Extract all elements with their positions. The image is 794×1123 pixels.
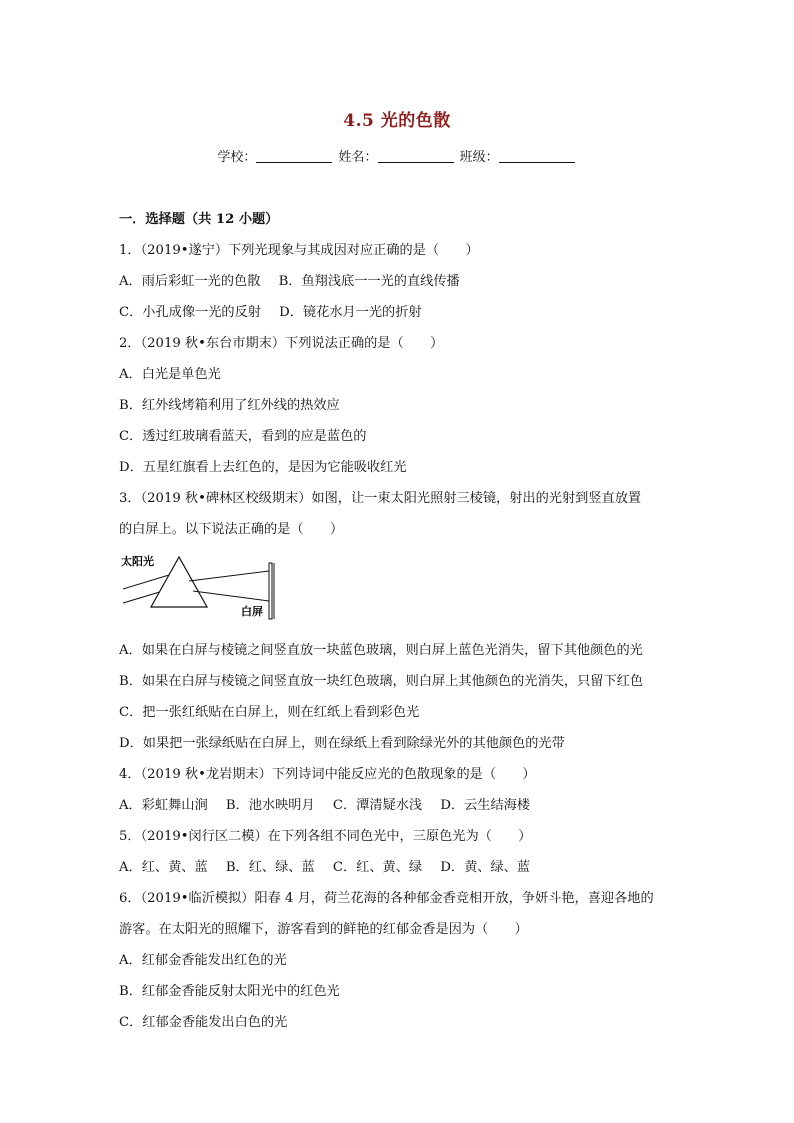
sunlight-label: 太阳光 [121, 555, 154, 568]
prism-figure [119, 551, 679, 629]
question-6-option-c[interactable]: C．红郁金香能发出白色的光 [119, 1015, 288, 1030]
question-2-option-d[interactable]: D．五星红旗看上去红色的，是因为它能吸收红光 [119, 460, 407, 475]
question-3-option-a[interactable]: A．如果在白屏与棱镜之间竖直放一块蓝色玻璃，则白屏上蓝色光消失，留下其他颜色的光 [119, 643, 643, 658]
question-5-option-c[interactable]: C．红、黄、绿 [332, 860, 423, 875]
prism-diagram [119, 551, 289, 629]
question-1-option-a[interactable]: A．雨后彩虹一光的色散 [119, 274, 261, 289]
student-info-line [0, 146, 794, 165]
question-2-option-c[interactable]: C．透过红玻璃看蓝天，看到的应是蓝色的 [119, 429, 367, 444]
question-4-options-row [119, 790, 679, 821]
question-1-stem: 1．（2019•遂宁）下列光现象与其成因对应正确的是（ ） [119, 243, 479, 258]
class-blank[interactable] [499, 150, 575, 163]
question-6-stem-line-2: 游客。在太阳光的照耀下，游客看到的鲜艳的红郁金香是因为（ ） [119, 922, 528, 937]
question-5-option-b[interactable]: B．红、绿、蓝 [225, 860, 315, 875]
question-1-option-d[interactable]: D．镜花水月一光的折射 [279, 305, 422, 320]
screen-label: 白屏 [241, 605, 263, 618]
question-5-option-a[interactable]: A．红、黄、蓝 [119, 860, 208, 875]
class-label: 班级： [459, 150, 499, 165]
screen-shape [269, 563, 272, 619]
question-6-option-b[interactable]: B．红郁金香能反射太阳光中的红色光 [119, 984, 340, 999]
name-label: 姓名： [338, 150, 378, 165]
question-2-option-b[interactable]: B．红外线烤箱利用了红外线的热效应 [119, 398, 340, 413]
question-4-option-b[interactable]: B．池水映明月 [225, 798, 315, 813]
question-4-option-d[interactable]: D．云生结海楼 [440, 798, 531, 813]
question-3-option-c[interactable]: C．把一张红纸贴在白屏上，则在红纸上看到彩色光 [119, 705, 420, 720]
school-blank[interactable] [256, 150, 332, 163]
question-4-option-a[interactable]: A．彩虹舞山涧 [119, 798, 208, 813]
question-1-option-c[interactable]: C．小孔成像一光的反射 [119, 305, 261, 320]
question-1-options-row-1 [119, 266, 679, 297]
name-blank[interactable] [378, 150, 454, 163]
section-heading: 一．选择题（共 12 小题） [119, 212, 279, 227]
question-1-option-b[interactable]: B．鱼翔浅底一一光的直线传播 [278, 274, 460, 289]
question-list [119, 204, 679, 1038]
prism-shape [151, 557, 207, 607]
question-2-option-a[interactable]: A．白光是单色光 [119, 367, 221, 382]
question-5-option-d[interactable]: D．黄、绿、蓝 [440, 860, 531, 875]
question-3-stem-line-2: 的白屏上。以下说法正确的是（ ） [119, 522, 344, 537]
question-3-option-d[interactable]: D．如果把一张绿纸贴在白屏上，则在绿纸上看到除绿光外的其他颜色的光带 [119, 736, 565, 751]
question-2-stem: 2．（2019 秋•东台市期末）下列说法正确的是（ ） [119, 336, 444, 351]
question-6-stem-line-1: 6．（2019•临沂模拟）阳春 4 月，荷兰花海的各种郁金香竞相开放，争妍斗艳，喜迎各地的 [119, 891, 654, 906]
school-label: 学校： [217, 150, 257, 165]
page-title: 4.5 光的色散 [343, 111, 451, 131]
question-5-stem: 5．（2019•闵行区二模）在下列各组不同色光中，三原色光为（ ） [119, 829, 532, 844]
question-5-options-row [119, 852, 679, 883]
question-1-options-row-2 [119, 297, 679, 328]
question-3-stem-line-1: 3．（2019 秋•碑林区校级期末）如图，让一束太阳光照射三棱镜，射出的光射到竖直放置 [119, 491, 642, 506]
question-6-option-a[interactable]: A．红郁金香能发出红色的光 [119, 953, 287, 968]
question-4-option-c[interactable]: C．潭清疑水浅 [332, 798, 423, 813]
question-3-option-b[interactable]: B．如果在白屏与棱镜之间竖直放一块红色玻璃，则白屏上其他颜色的光消失，只留下红色 [119, 674, 643, 689]
question-4-stem: 4．（2019 秋•龙岩期末）下列诗词中能反应光的色散现象的是（ ） [119, 767, 536, 782]
